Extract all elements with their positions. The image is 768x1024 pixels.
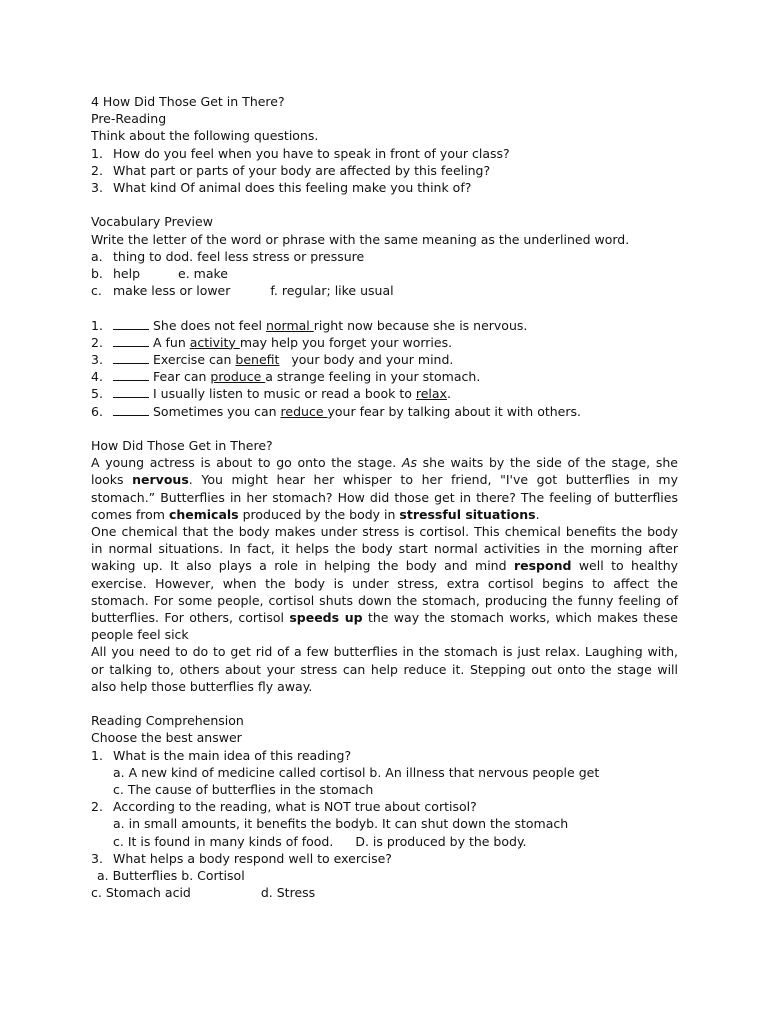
reading-paragraph-3: All you need to do to get rid of a few butterflies in the stomach is just relax. Laughing with, or talking to, others about your stress can help reduce it. Stepping out onto the stage will also help those butterflies fly away. — [91, 644, 678, 694]
vocab-item: 4. Fear can produce a strange feeling in your stomach. — [91, 369, 481, 385]
vocab-options-row: a. thing to dod. feel less stress or pressure — [91, 248, 365, 264]
vocab-item: 5. I usually listen to music or read a book to relax. — [91, 386, 451, 402]
prereading-question: 2. What part or parts of your body are affected by this feeling? — [91, 162, 491, 178]
answer-blank[interactable] — [113, 386, 149, 398]
reading-paragraph-1: A young actress is about to go onto the stage. As she waits by the side of the stage, she looks nervous. You might hear her whisper to her friend, "I've got butterflies in my stomach.” Butterflies in her stomach? How did those get in there? The feeling of butterflies comes from chemicals produced by the body in stressful situations. — [91, 455, 678, 522]
vocab-item: 6. Sometimes you can reduce your fear by talking about it with others. — [91, 403, 581, 419]
vocab-item: 2. A fun activity may help you forget your worries. — [91, 334, 453, 350]
answer-blank[interactable] — [113, 404, 149, 416]
reading-heading: How Did Those Get in There? — [91, 438, 273, 454]
reading-paragraph-2: One chemical that the body makes under stress is cortisol. This chemical benefits the body in normal situations. In fact, it helps the body start normal activities in the morning after waking up. It also plays a role in helping the body and mind respond well to healthy exercise. However, when the body is under stress, extra cortisol begins to affect the stomach. For some people, cortisol shuts down the stomach, producing the funny feeling of butterflies. For others, cortisol speeds up the way the stomach works, which makes these people feel sick — [91, 524, 679, 643]
comprehension-question: 3. What helps a body respond well to exercise? — [91, 850, 392, 866]
vocab-options-row: b. help e. make — [91, 266, 228, 282]
vocab-item: 3. Exercise can benefit your body and your mind. — [91, 352, 454, 368]
prereading-question: 1. How do you feel when you have to speak in front of your class? — [91, 145, 510, 161]
vocab-instructions: Write the letter of the word or phrase with the same meaning as the underlined word. — [91, 231, 630, 247]
answer-blank[interactable] — [113, 352, 149, 364]
answer-blank[interactable] — [113, 318, 149, 330]
answer-choices: c. The cause of butterflies in the stomach — [113, 782, 374, 798]
comprehension-question: 2. According to the reading, what is NOT true about cortisol? — [91, 799, 477, 815]
vocab-options-row: c. make less or lower f. regular; like usual — [91, 283, 394, 299]
vocab-item: 1. She does not feel normal right now because she is nervous. — [91, 317, 528, 333]
worksheet-page — [91, 93, 678, 901]
prereading-heading: Pre-Reading — [91, 111, 167, 127]
answer-choices: c. Stomach acid d. Stress — [91, 885, 316, 901]
page-title: 4 How Did Those Get in There? — [91, 94, 285, 109]
answer-blank[interactable] — [113, 335, 149, 347]
answer-choices: a. A new kind of medicine called cortisol b. An illness that nervous people get — [113, 764, 600, 780]
answer-choices: a. in small amounts, it benefits the bodyb. It can shut down the stomach — [113, 816, 569, 832]
prereading-question: 3. What kind Of animal does this feeling make you think of? — [91, 180, 472, 196]
comprehension-question: 1. What is the main idea of this reading? — [91, 747, 352, 763]
answer-choices: c. It is found in many kinds of food. D. is produced by the body. — [113, 833, 527, 849]
answer-choices: a. Butterflies b. Cortisol — [97, 868, 245, 884]
comprehension-intro: Choose the best answer — [91, 730, 242, 746]
comprehension-heading: Reading Comprehension — [91, 713, 244, 729]
answer-blank[interactable] — [113, 369, 149, 381]
prereading-intro: Think about the following questions. — [91, 128, 319, 144]
vocab-heading: Vocabulary Preview — [91, 214, 213, 230]
